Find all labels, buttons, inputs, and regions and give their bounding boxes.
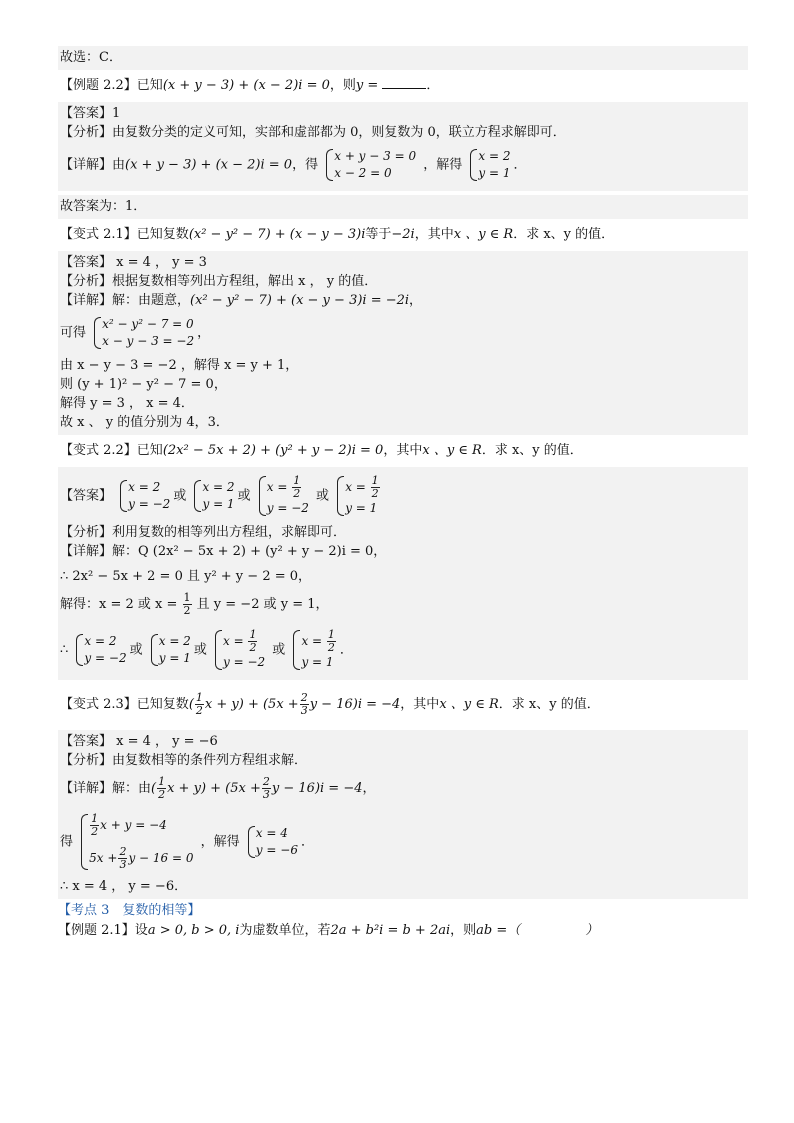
variant-2-1-question: 【变式 2.1】已知复数(x² − y² − 7) + (x − y − 3)i等于−2i，其中x 、y ∈ R．求 x、y 的值．	[58, 223, 748, 247]
variant-2-3-question: 【变式 2.3】已知复数( $\frac{1}{2}$ x + y) + (5x + $\frac{2}{3}$ y − 16)i = −4，其中x 、y ∈ R．求 x、y 的值．	[58, 684, 748, 726]
example-2-1-question: 【例题 2.1】设a > 0, b > 0, i为虚数单位，若2a + b²i = b + 2ai，则ab =（ ）	[58, 923, 599, 938]
answer-systems: 【答案】 x = 2 y = −2 或 x = 2 y = 1 或 x = $\frac{1}{2}$ y = −2 或 x = $\frac{1}{2}$ y = 1	[60, 474, 379, 515]
example-2-2-question: 【例题 2.2】已知(x + y − 3) + (x − 2)i = 0，则y = ．	[58, 74, 748, 98]
equation-system: x² − y² − 7 = 0 x − y − 3 = −2	[93, 316, 194, 350]
answer-blank	[382, 76, 426, 89]
solution-system: x = 2 y = 1	[469, 148, 510, 182]
detail-line: 【详解】由(x + y − 3) + (x − 2)i = 0，得 x + y − 3 = 0 x − 2 = 0 ，解得 x = 2 y = 1 ．	[60, 149, 527, 180]
variant-2-1-solution: 【答案】 x = 4 ， y = 3 【分析】根据复数相等列出方程组，解出 x ， y 的值． 【详解】解：由题意，(x² − y² − 7) + (x − y − 3)i = −2i， 可得 x² − y² − 7 = 0 x − y − 3 = −2 ， 由 x − y − 3 = −2 ，解得 x = y + 1， 则 (y + 1)² − y² − 7 = 0， 解得 y = 3 ， x = 4． 故 x 、 y 的值分别为 4，3．	[58, 251, 748, 435]
section-heading: 【考点 3 复数的相等】	[58, 903, 201, 918]
example-2-2-solution	[58, 102, 748, 191]
equation-system: x + y − 3 = 0 x − 2 = 0	[325, 148, 416, 182]
final-answer-line: 故答案为：1．	[58, 195, 748, 219]
variant-2-3-solution: 【答案】 x = 4 ， y = −6 【分析】由复数相等的条件列方程组求解． 【详解】解：由( $\frac{1}{2}$ x + y) + (5x + $\frac{2}{3}$ y − 16)i = −4， 得 $\frac{1}{2}$ x + y = −4 5x + $\frac{2}{3}$ y − 16 = 0 ，解得 x = 4 y = −6 ． ∴ x = 4 ， y = −6．	[58, 730, 748, 899]
variant-2-2-question: 【变式 2.2】已知(2x² − 5x + 2) + (y² + y − 2)i = 0，其中x 、y ∈ R．求 x、y 的值．	[58, 439, 748, 463]
variant-2-2-solution: 【答案】 x = 2 y = −2 或 x = 2 y = 1 或 x = $\frac{1}{2}$ y = −2 或 x = $\frac{1}{2}$ y = 1 【分析】利用复数的相等列出方程组，求解即可． 【详解】解：Q (2x² − 5x + 2) + (y² + y − 2)i = 0， ∴ 2x² − 5x + 2 = 0 且 y² + y − 2 = 0， 解得：x = 2 或 x = $\frac{1}{2}$ 且 y = −2 或 y = 1， ∴ x = 2 y = −2 或 x = 2 y = 1 或 x = $\frac{1}{2}$ y = −2 或 x = $\frac{1}{2}$ y = 1 ．	[58, 467, 748, 680]
document-page	[58, 46, 748, 941]
analysis-text: 【分析】由复数分类的定义可知，实部和虚部都为 0，则复数为 0，联立方程求解即可．	[60, 125, 566, 140]
conclusion-line: 故选：C．	[58, 46, 748, 70]
answer-label: 【答案】1	[60, 106, 121, 121]
